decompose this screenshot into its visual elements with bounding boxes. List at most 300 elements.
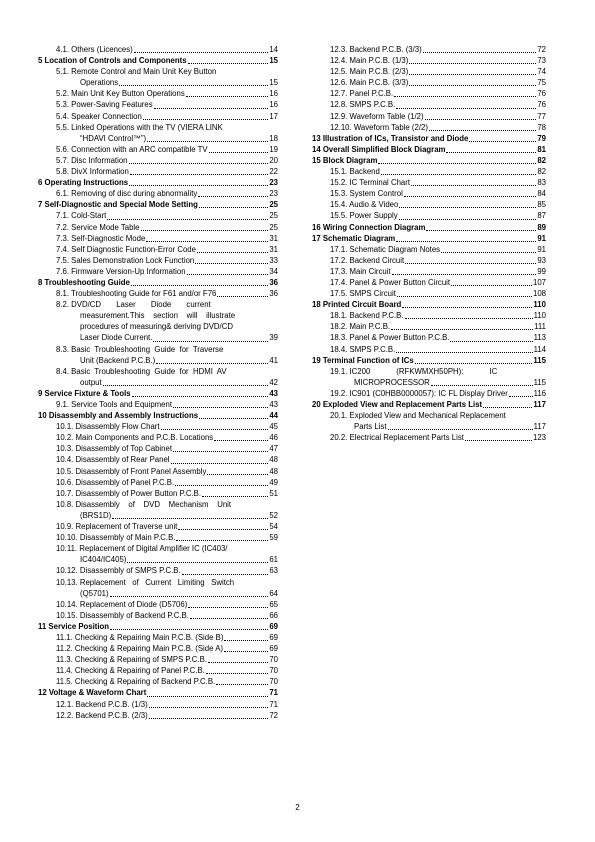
toc-entry[interactable] <box>38 344 278 366</box>
toc-page-number: 85 <box>537 200 546 210</box>
dot-leader <box>392 274 537 275</box>
toc-entry-title: 15.2. IC Terminal Chart <box>330 178 411 188</box>
toc-entry-title: 18.1. Backend P.C.B. <box>330 311 404 321</box>
dot-leader <box>110 629 268 630</box>
toc-page-number: 77 <box>537 111 546 121</box>
toc-page-number: 48 <box>269 466 278 476</box>
dot-leader <box>112 518 268 519</box>
toc-entry[interactable] <box>38 99 278 110</box>
toc-entry[interactable] <box>38 488 278 499</box>
toc-section-entry[interactable] <box>312 133 546 144</box>
dot-leader <box>381 174 536 175</box>
toc-entry[interactable] <box>38 366 278 388</box>
toc-entry[interactable] <box>38 66 278 88</box>
toc-entry-title-cont: IC404/IC405) <box>80 555 127 565</box>
dot-leader <box>397 296 532 297</box>
toc-section-entry[interactable] <box>312 355 546 366</box>
toc-page-number: 110 <box>533 311 546 321</box>
toc-page-number: 110 <box>533 300 546 310</box>
toc-entry-title: 5.5. Linked Operations with the TV (VIERA LINK <box>56 122 223 132</box>
toc-entry-title: 12.7. Panel P.C.B. <box>330 89 394 99</box>
dot-leader <box>216 684 268 685</box>
toc-entry-title: 11.1. Checking & Repairing Main P.C.B. (Side B) <box>56 632 224 642</box>
toc-entry-title: 5.2. Main Unit Key Button Operations <box>56 89 185 99</box>
toc-entry-title: 18.3. Panel & Power Button P.C.B. <box>330 333 450 343</box>
toc-entry-title: 15.1. Backend <box>330 167 380 177</box>
toc-entry-title-cont: Unit (Backend P.C.B.) <box>80 355 156 365</box>
toc-entry[interactable] <box>38 643 278 654</box>
toc-entry[interactable] <box>312 88 546 99</box>
dot-leader <box>132 396 269 397</box>
toc-page-number: 79 <box>537 133 546 143</box>
toc-entry[interactable] <box>38 88 278 99</box>
dot-leader <box>396 352 532 353</box>
dot-leader <box>402 307 532 308</box>
toc-section-entry[interactable] <box>38 55 278 66</box>
toc-entry[interactable] <box>38 155 278 166</box>
toc-entry-title: 18.4. SMPS P.C.B. <box>330 344 396 354</box>
toc-entry-title: 10.12. Disassembly of SMPS P.C.B. <box>56 566 181 576</box>
dot-leader <box>450 341 532 342</box>
toc-entry-title: 11.4. Checking & Repairing of Panel P.C.B. <box>56 666 205 676</box>
toc-entry[interactable] <box>38 188 278 199</box>
toc-entry-title: 4.1. Others (Licences) <box>56 45 133 54</box>
dot-leader <box>378 163 536 164</box>
toc-entry[interactable] <box>312 255 546 266</box>
toc-entry[interactable] <box>38 111 278 122</box>
toc-entry-title-cont: (Q5701) <box>80 588 109 598</box>
toc-page-number: 31 <box>269 233 278 243</box>
toc-page-number: 111 <box>534 322 546 332</box>
dot-leader <box>110 596 269 597</box>
dot-leader <box>131 285 268 286</box>
toc-entry-title: 5.7. Disc Information <box>56 155 128 165</box>
toc-entry[interactable] <box>38 432 278 443</box>
dot-leader <box>404 196 537 197</box>
toc-page-number: 69 <box>269 621 278 631</box>
toc-entry[interactable] <box>38 710 278 721</box>
toc-page-number: 87 <box>537 211 546 221</box>
toc-entry[interactable] <box>312 344 546 355</box>
toc-page-number: 71 <box>269 688 278 698</box>
toc-entry[interactable] <box>38 288 278 299</box>
toc-page-number: 15 <box>269 78 278 88</box>
dot-leader <box>176 540 268 541</box>
dot-leader <box>224 651 268 652</box>
toc-entry-title: 6.1. Removing of disc during abnormality <box>56 189 198 199</box>
toc-entry-title: 7.1. Cold-Start <box>56 211 107 221</box>
toc-entry[interactable] <box>38 665 278 676</box>
toc-entry-title: 15 Block Diagram <box>312 155 378 165</box>
dot-leader <box>224 640 268 641</box>
toc-page-number: 113 <box>533 333 546 343</box>
toc-page-number: 22 <box>269 167 278 177</box>
dot-leader <box>188 607 268 608</box>
toc-entry-title: 10.1. Disassembly Flow Chart <box>56 422 160 432</box>
toc-page-number: 91 <box>537 244 546 254</box>
toc-page-number: 34 <box>269 266 278 276</box>
toc-section-entry[interactable] <box>38 177 278 188</box>
toc-entry-title: 16 Wiring Connection Diagram <box>312 222 426 232</box>
toc-entry-title: 10.11. Replacement of Digital Amplifier IC (IC403/ <box>56 544 228 554</box>
dot-leader <box>171 463 269 464</box>
toc-entry[interactable] <box>38 443 278 454</box>
dot-leader <box>426 230 536 231</box>
dot-leader <box>107 219 268 220</box>
dot-leader <box>186 96 269 97</box>
toc-entry-title: 5.1. Remote Control and Main Unit Key Button <box>56 67 217 77</box>
toc-entry[interactable] <box>312 321 546 332</box>
toc-entry[interactable] <box>312 77 546 88</box>
toc-entry-title: 17 Schematic Diagram <box>312 233 396 243</box>
toc-entry-title: 10.2. Main Components and P.C.B. Locations <box>56 433 214 443</box>
toc-entry[interactable] <box>312 55 546 66</box>
toc-section-entry[interactable] <box>38 388 278 399</box>
toc-page-number: 91 <box>537 233 546 243</box>
toc-page-number: 117 <box>533 400 546 409</box>
dot-leader <box>149 718 269 719</box>
toc-entry-title: 10.7. Disassembly of Power Button P.C.B. <box>56 488 202 498</box>
toc-entry-title: 9.1. Service Tools and Equipment <box>56 400 173 409</box>
toc-entry-title: 11.3. Checking & Repairing of SMPS P.C.B. <box>56 655 207 665</box>
toc-page-number: 33 <box>269 255 278 265</box>
toc-page-number: 93 <box>537 255 546 265</box>
toc-entry[interactable] <box>38 233 278 244</box>
toc-section-entry[interactable] <box>38 199 278 210</box>
toc-entry-title: 11 Service Position <box>38 621 110 631</box>
dot-leader <box>175 485 268 486</box>
toc-page-number: 89 <box>537 222 546 232</box>
dot-leader <box>509 396 533 397</box>
toc-entry-title: 10.13. Replacement of Current Limiting Switch <box>56 577 235 587</box>
dot-leader <box>188 63 269 64</box>
toc-entry-title: 12.3. Backend P.C.B. (3/3) <box>330 45 422 54</box>
toc-page-number: 36 <box>269 289 278 299</box>
toc-entry-title: 17.4. Panel & Power Button Circuit <box>330 277 451 287</box>
dot-leader <box>173 451 268 452</box>
toc-page-number: 47 <box>269 444 278 454</box>
toc-entry[interactable] <box>38 122 278 144</box>
toc-entry[interactable] <box>38 577 278 599</box>
toc-entry-title: 14 Overall Simplified Block Diagram <box>312 144 446 154</box>
toc-entry-title-cont: Parts List <box>354 422 387 432</box>
dot-leader <box>173 407 268 408</box>
dot-leader <box>391 329 533 330</box>
toc-page-number: 61 <box>269 555 278 565</box>
toc-entry[interactable] <box>312 122 546 133</box>
toc-page-number: 42 <box>269 377 278 387</box>
toc-page-number: 31 <box>269 244 278 254</box>
toc-page-number: 25 <box>269 211 278 221</box>
toc-entry-title: 10.8. Disassembly of DVD Mechanism Unit <box>56 499 232 509</box>
toc-entry-title: 12.2. Backend P.C.B. (2/3) <box>56 710 148 720</box>
toc-entry-title-line: procedures of measuring& deriving DVD/CD <box>80 322 233 332</box>
dot-leader <box>187 274 269 275</box>
toc-entry[interactable] <box>312 388 546 399</box>
toc-entry[interactable] <box>38 477 278 488</box>
dot-leader <box>483 407 532 408</box>
toc-entry-title: 10.3. Disassembly of Top Cabinet <box>56 444 173 454</box>
toc-entry[interactable] <box>38 521 278 532</box>
toc-entry-title: 20 Exploded View and Replacement Parts List <box>312 400 483 409</box>
dot-leader <box>154 108 269 109</box>
toc-entry[interactable] <box>38 499 278 521</box>
toc-page-number: 46 <box>269 433 278 443</box>
toc-entry[interactable] <box>312 44 546 55</box>
toc-page-number: 82 <box>537 155 546 165</box>
dot-leader <box>127 562 268 563</box>
toc-page-number: 66 <box>269 610 278 620</box>
toc-entry-title: 7 Self-Diagnostic and Special Mode Setting <box>38 200 198 210</box>
toc-page-number: 54 <box>269 522 278 532</box>
toc-entry[interactable] <box>312 166 546 177</box>
toc-entry[interactable] <box>38 565 278 576</box>
toc-entry[interactable] <box>312 266 546 277</box>
dot-leader <box>129 163 269 164</box>
toc-entry-title: 10.5. Disassembly of Front Panel Assembly <box>56 466 207 476</box>
toc-page-number: 18 <box>269 133 278 143</box>
dot-leader <box>415 363 533 364</box>
toc-entry-title: 7.5. Sales Demonstration Lock Function <box>56 255 195 265</box>
toc-page-number: 123 <box>532 433 546 443</box>
toc-entry[interactable] <box>312 111 546 122</box>
toc-entry-title-cont: output <box>80 377 102 387</box>
toc-entry[interactable] <box>38 676 278 687</box>
toc-entry-title: 12.8. SMPS P.C.B. <box>330 100 396 110</box>
toc-page-number: 45 <box>269 422 278 432</box>
toc-entry-title: 10.10. Disassembly of Main P.C.B. <box>56 533 176 543</box>
toc-entry-title: 5.4. Speaker Connection <box>56 111 142 121</box>
toc-page-number: 25 <box>269 222 278 232</box>
toc-entry-title-cont: (BRS1D) <box>80 510 112 520</box>
toc-entry[interactable] <box>312 66 546 77</box>
toc-column-right <box>312 44 546 443</box>
toc-page-number: 36 <box>269 277 278 287</box>
toc-page-number: 73 <box>537 56 546 66</box>
dot-leader <box>394 96 536 97</box>
toc-entry[interactable] <box>38 166 278 177</box>
toc-entry[interactable] <box>38 466 278 477</box>
dot-leader <box>388 429 533 430</box>
dot-leader <box>207 474 268 475</box>
toc-section-entry[interactable] <box>38 621 278 632</box>
toc-entry[interactable] <box>38 399 278 410</box>
dot-leader <box>119 85 268 86</box>
toc-entry[interactable] <box>38 244 278 255</box>
dot-leader <box>161 429 269 430</box>
toc-entry[interactable] <box>312 244 546 255</box>
toc-entry-title: 7.3. Self-Diagnostic Mode <box>56 233 146 243</box>
toc-section-entry[interactable] <box>38 687 278 698</box>
toc-entry-title-cont: Operations <box>80 78 119 88</box>
toc-section-entry[interactable] <box>38 410 278 421</box>
toc-entry-title: 12.10. Waveform Table (2/2) <box>330 122 428 132</box>
toc-entry-title: 7.4. Self Diagnostic Function-Error Code <box>56 244 196 254</box>
dot-leader <box>411 185 536 186</box>
toc-entry[interactable] <box>312 210 546 221</box>
toc-entry-title: 18 Printed Circuit Board <box>312 300 402 310</box>
dot-leader <box>143 119 268 120</box>
toc-entry[interactable] <box>38 699 278 710</box>
toc-page-number: 51 <box>269 488 278 498</box>
toc-entry[interactable] <box>38 210 278 221</box>
dot-leader <box>409 63 536 64</box>
toc-entry-title: 8.2. DVD/CD Laser Diode current <box>56 300 211 310</box>
toc-page-number: 76 <box>537 100 546 110</box>
dot-leader <box>405 318 533 319</box>
toc-entry[interactable] <box>312 99 546 110</box>
dot-leader <box>429 130 536 131</box>
toc-page-number: 72 <box>269 710 278 720</box>
toc-entry[interactable] <box>38 222 278 233</box>
toc-entry[interactable] <box>38 44 278 55</box>
toc-section-entry[interactable] <box>312 144 546 155</box>
toc-page-number: 71 <box>269 699 278 709</box>
toc-entry-title: 19 Terminal Function of ICs <box>312 355 414 365</box>
toc-entry-title: 5.8. DivX Information <box>56 167 129 177</box>
toc-entry-title-line: measurement.This section will illustrate <box>80 311 236 321</box>
toc-section-entry[interactable] <box>312 233 546 244</box>
toc-entry[interactable] <box>312 288 546 299</box>
dot-leader <box>446 152 536 153</box>
toc-entry[interactable] <box>38 532 278 543</box>
toc-page-number: 72 <box>537 45 546 54</box>
toc-entry[interactable] <box>38 144 278 155</box>
toc-entry-title: 8.4. Basic Troubleshooting Guide for HDMI AV <box>56 366 227 376</box>
toc-entry[interactable] <box>38 610 278 621</box>
toc-entry-title: 19.1. IC200 (RFKWMXH50PH): IC <box>330 366 498 376</box>
toc-entry[interactable] <box>38 299 278 343</box>
dot-leader <box>197 252 268 253</box>
toc-page-number: 48 <box>269 455 278 465</box>
toc-entry-title: 7.2. Service Mode Table <box>56 222 140 232</box>
dot-leader <box>199 207 268 208</box>
dot-leader <box>129 185 268 186</box>
toc-entry-title: 10.9. Replacement of Traverse unit <box>56 522 178 532</box>
toc-entry[interactable] <box>312 177 546 188</box>
toc-entry-title: 17.3. Main Circuit <box>330 266 391 276</box>
toc-section-entry[interactable] <box>312 155 546 166</box>
dot-leader <box>405 263 536 264</box>
toc-page-number: 69 <box>269 632 278 642</box>
toc-section-entry[interactable] <box>312 222 546 233</box>
page-number: 2 <box>295 803 300 812</box>
toc-entry-title: 8 Troubleshooting Guide <box>38 277 130 287</box>
toc-entry[interactable] <box>38 543 278 565</box>
toc-page-number: 17 <box>269 111 278 121</box>
toc-page-number: 115 <box>533 377 546 387</box>
toc-section-entry[interactable] <box>38 277 278 288</box>
toc-entry[interactable] <box>38 654 278 665</box>
toc-entry[interactable] <box>312 332 546 343</box>
dot-leader <box>209 152 269 153</box>
toc-page-number: 107 <box>532 277 546 287</box>
dot-leader <box>198 196 268 197</box>
toc-entry-title: 12.5. Main P.C.B. (2/3) <box>330 67 409 77</box>
toc-page-number: 49 <box>269 477 278 487</box>
dot-leader <box>153 341 268 342</box>
toc-page-number: 74 <box>537 67 546 77</box>
toc-column-left <box>38 44 278 721</box>
toc-entry-title: 17.2. Backend Circuit <box>330 255 405 265</box>
toc-page-number: 63 <box>269 566 278 576</box>
dot-leader <box>423 52 537 53</box>
toc-page-number: 16 <box>269 89 278 99</box>
dot-leader <box>214 440 268 441</box>
toc-page-number: 70 <box>269 677 278 687</box>
toc-entry[interactable] <box>312 310 546 321</box>
toc-entry[interactable] <box>38 421 278 432</box>
toc-section-entry[interactable] <box>312 299 546 310</box>
toc-page-number: 20 <box>269 155 278 165</box>
toc-entry[interactable] <box>312 199 546 210</box>
toc-section-entry[interactable] <box>312 399 546 410</box>
toc-page-number: 78 <box>537 122 546 132</box>
toc-entry[interactable] <box>312 366 546 388</box>
toc-page-number: 23 <box>269 178 278 188</box>
toc-page-number: 82 <box>537 167 546 177</box>
toc-entry[interactable] <box>38 255 278 266</box>
toc-page-number: 84 <box>537 189 546 199</box>
toc-entry[interactable] <box>38 599 278 610</box>
toc-entry-title: 19.2. IC901 (C0HBB0000057): IC FL Display Driver <box>330 388 508 398</box>
toc-page-number: 15 <box>269 56 278 66</box>
dot-leader <box>425 119 537 120</box>
toc-page-number: 44 <box>269 411 278 421</box>
toc-entry-title: 15.4. Audio & Video <box>330 200 399 210</box>
toc-page-number: 25 <box>269 200 278 210</box>
toc-page-number: 16 <box>269 100 278 110</box>
dot-leader <box>149 707 269 708</box>
toc-entry[interactable] <box>312 432 546 443</box>
toc-entry[interactable] <box>38 632 278 643</box>
toc-entry-title: 13 Illustration of ICs, Transistor and Diode <box>312 133 469 143</box>
dot-leader <box>147 696 268 697</box>
dot-leader <box>103 385 269 386</box>
dot-leader <box>202 496 268 497</box>
dot-leader <box>134 52 269 53</box>
toc-entry-title: 20.1. Exploded View and Mechanical Replacement <box>330 411 506 421</box>
dot-leader <box>396 241 536 242</box>
toc-page-number: 64 <box>269 588 278 598</box>
toc-entry-title: 5.6. Connection with an ARC compatible TV <box>56 144 208 154</box>
toc-page-number: 52 <box>269 510 278 520</box>
dot-leader <box>130 174 269 175</box>
dot-leader <box>399 207 536 208</box>
dot-leader <box>451 285 532 286</box>
toc-entry[interactable] <box>312 188 546 199</box>
dot-leader <box>178 529 268 530</box>
dot-leader <box>409 74 536 75</box>
toc-entry-title: 10.6. Disassembly of Panel P.C.B. <box>56 477 175 487</box>
toc-entry[interactable] <box>312 277 546 288</box>
toc-page-number: 19 <box>269 144 278 154</box>
toc-page-number: 43 <box>269 400 278 409</box>
toc-page-number: 41 <box>269 355 278 365</box>
dot-leader <box>141 230 269 231</box>
toc-page-number: 114 <box>533 344 546 354</box>
toc-page-number: 69 <box>269 644 278 654</box>
toc-page-number: 116 <box>533 388 546 398</box>
toc-entry-title: 17.1. Schematic Diagram Notes <box>330 244 441 254</box>
dot-leader <box>409 85 536 86</box>
toc-entry[interactable] <box>38 266 278 277</box>
toc-entry[interactable] <box>38 454 278 465</box>
toc-entry-title: 12.1. Backend P.C.B. (1/3) <box>56 699 148 709</box>
dot-leader <box>146 241 268 242</box>
toc-entry[interactable] <box>312 410 546 432</box>
toc-entry-title: 12 Voltage & Waveform Chart <box>38 688 147 698</box>
